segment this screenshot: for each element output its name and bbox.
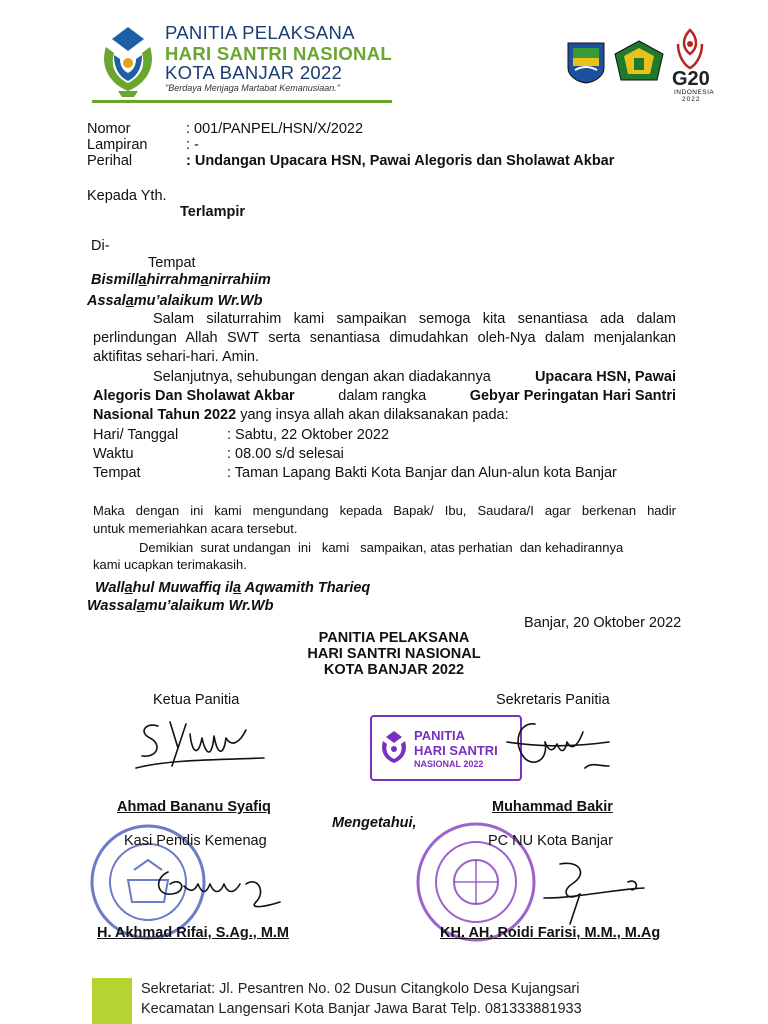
stamp-logo-icon xyxy=(380,729,408,767)
footer-line1: Sekretariat: Jl. Pesantren No. 02 Dusun Citangkolo Desa Kujangsari xyxy=(141,981,580,997)
g20-emblem-icon xyxy=(672,28,708,70)
pcnu-title: PC NU Kota Banjar xyxy=(488,833,613,849)
hari-label: Hari/ Tanggal xyxy=(93,427,179,443)
org-line3: KOTA BANJAR 2022 xyxy=(323,662,465,678)
header-tagline: "Berdaya Menjaga Martabat Kemanusiaan." xyxy=(165,83,340,93)
footer-line2: Kecamatan Langensari Kota Banjar Jawa Barat Telp. 081333881933 xyxy=(141,1001,582,1017)
kepada-yth: Kepada Yth. xyxy=(87,188,167,204)
header-line3: KOTA BANJAR 2022 xyxy=(165,62,343,83)
salam-opening: Assalamu’alaikum Wr.Wb xyxy=(87,293,263,309)
pcnu-name: KH. AH. Roidi Farisi, M.M., M.Ag xyxy=(440,925,661,941)
paragraph2-line2: Alegoris Dan Sholawat Akbar dalam rangka Gebyar Peringatan Hari Santri xyxy=(93,388,676,404)
panitia-stamp xyxy=(370,715,522,781)
kemenag-emblem-icon xyxy=(614,40,664,84)
logo-rule xyxy=(92,100,392,103)
paragraph1-line1: Salam silaturrahim kami sampaikan semoga kita senantiasa ada dalam xyxy=(153,311,676,327)
ketua-signature xyxy=(128,708,268,778)
hari-value: : Sabtu, 22 Oktober 2022 xyxy=(227,427,390,443)
tempat-label: Tempat xyxy=(93,465,141,481)
waktu-value: : 08.00 s/d selesai xyxy=(227,446,344,462)
g20-year: 2022 xyxy=(682,96,701,103)
g20-sub: INDONESIA xyxy=(674,89,715,96)
waktu-label: Waktu xyxy=(93,446,134,462)
perihal-value: : Undangan Upacara HSN, Pawai Alegoris dan Sholawat Akbar xyxy=(186,153,615,169)
kasi-name: H. Akhmad Rifai, S.Ag., M.M xyxy=(97,925,290,941)
paragraph1-line3: aktifitas sehari-hari. Amin. xyxy=(93,349,260,365)
nomor-label: Nomor xyxy=(87,121,131,137)
closing1-line2: untuk memeriahkan acara tersebut. xyxy=(93,521,298,536)
lampiran-label: Lampiran xyxy=(87,137,148,153)
sekretaris-signature xyxy=(505,712,615,784)
perihal-label: Perihal xyxy=(87,153,133,169)
org-line1: PANITIA PELAKSANA xyxy=(318,630,470,646)
paragraph1-line2: perlindungan Allah SWT serta senantiasa dimudahkan oleh-Nya dalam menjalankan xyxy=(93,330,676,346)
place-date: Banjar, 20 Oktober 2022 xyxy=(524,615,682,631)
salam-closing: Wassalamu’alaikum Wr.Wb xyxy=(87,598,274,614)
basmalah: Bismillahirrahmanirrahiim xyxy=(91,272,271,288)
g20-text: G20 xyxy=(672,68,710,90)
ketua-name: Ahmad Bananu Syafiq xyxy=(117,799,271,815)
lampiran-value: : - xyxy=(186,137,199,153)
closing2-line2: kami ucapkan terimakasih. xyxy=(93,557,247,572)
recipient: Terlampir xyxy=(180,204,246,220)
closing1-line1: Maka dengan ini kami mengundang kepada Bapak/ Ibu, Saudara/I agar berkenan hadir xyxy=(93,503,676,518)
tempat-value: : Taman Lapang Bakti Kota Banjar dan Alun-alun kota Banjar xyxy=(227,465,617,481)
stamp-line1: PANITIA xyxy=(414,728,466,743)
stamp-line3: NASIONAL 2022 xyxy=(414,759,484,769)
org-line2: HARI SANTRI NASIONAL xyxy=(307,646,481,662)
paragraph2-line1: Selanjutnya, sehubungan dengan akan diadakannya Upacara HSN, Pawai xyxy=(153,369,676,385)
sekretaris-name: Muhammad Bakir xyxy=(492,799,613,815)
ketua-title: Ketua Panitia xyxy=(153,692,240,708)
nomor-value: : 001/PANPEL/HSN/X/2022 xyxy=(186,121,364,137)
paragraph2-line3: Nasional Tahun 2022 yang insya allah akan dilaksanakan pada: xyxy=(93,407,509,423)
footer-bar xyxy=(92,978,132,1024)
kasi-signature xyxy=(148,862,288,922)
address-tempat: Tempat xyxy=(148,255,196,271)
doa-closing: Wallahul Muwaffiq ila Aqwamith Tharieq xyxy=(95,580,371,596)
mengetahui-label: Mengetahui, xyxy=(332,815,417,831)
pcnu-signature xyxy=(540,858,650,928)
stamp-line2: HARI SANTRI xyxy=(414,743,498,758)
address-di: Di- xyxy=(91,238,110,254)
kasi-title: Kasi Pendis Kemenag xyxy=(124,833,267,849)
letterhead xyxy=(0,0,768,110)
hsn-logo-icon xyxy=(98,25,158,97)
header-line1: PANITIA PELAKSANA xyxy=(165,22,355,43)
banjar-emblem-icon xyxy=(565,40,607,84)
closing2-line1: Demikian surat undangan ini kami sampaikan, atas perhatian dan kehadirannya xyxy=(139,540,624,555)
sekretaris-title: Sekretaris Panitia xyxy=(496,692,610,708)
header-line2: HARI SANTRI NASIONAL xyxy=(165,43,392,64)
